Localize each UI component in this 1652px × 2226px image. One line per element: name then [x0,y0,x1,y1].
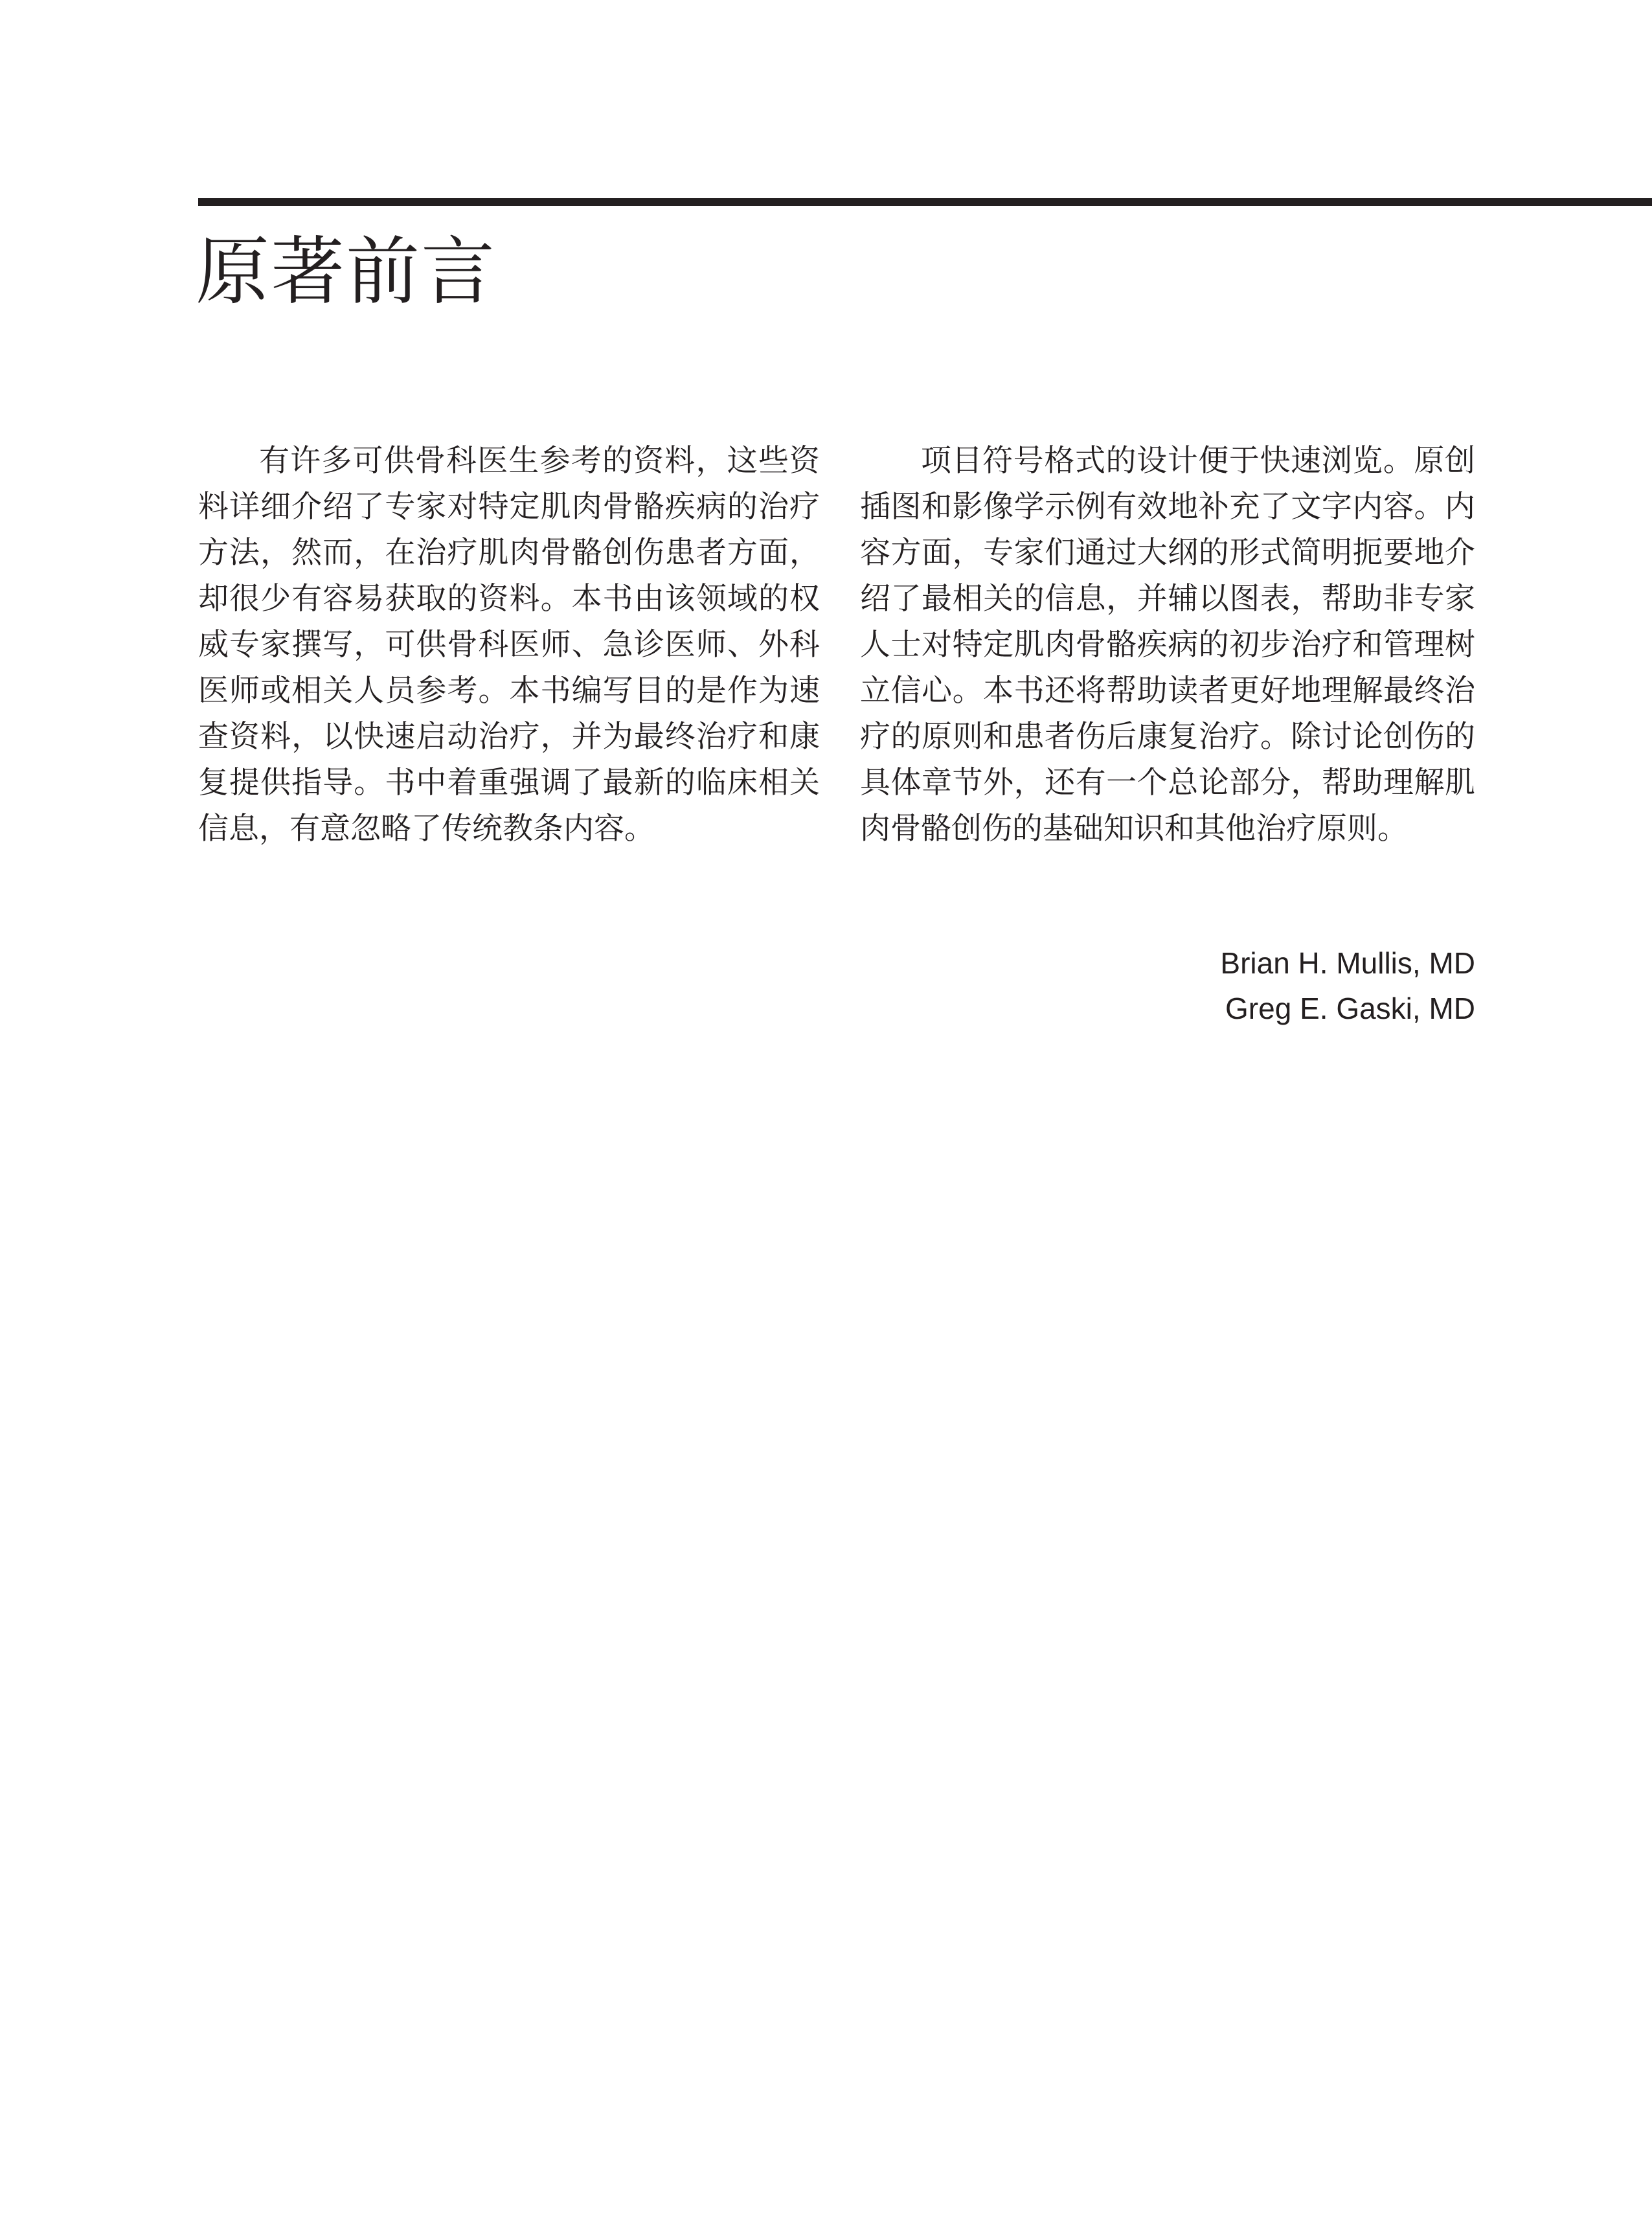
top-rule [198,198,1652,206]
right-paragraph: 项目符号格式的设计便于快速浏览。原创插图和影像学示例有效地补充了文字内容。内容方面，专家们通过大纲的形式简明扼要地介绍了最相关的信息，并辅以图表，帮助非专家人士对特定肌肉骨骼疾病的初步治疗和管理树立信心。本书还将帮助读者更好地理解最终治疗的原则和患者伤后康复治疗。除讨论创伤的具体章节外，还有一个总论部分，帮助理解肌肉骨骼创伤的基础知识和其他治疗原则。 [860,443,1475,846]
left-paragraph: 有许多可供骨科医生参考的资料，这些资料详细介绍了专家对特定肌肉骨骼疾病的治疗方法，然而，在治疗肌肉骨骼创伤患者方面，却很少有容易获取的资料。本书由该领域的权威专家撰写，可供骨科医师、急诊医师、外科医师或相关人员参考。本书编写目的是作为速查资料，以快速启动治疗，并为最终治疗和康复提供指导。书中着重强调了最新的临床相关信息，有意忽略了传统教条内容。 [198,443,820,846]
right-column [860,438,1475,852]
left-column [198,438,820,852]
author-name-2: Greg E. Gaski, MD [1225,992,1475,1025]
author-signatures [971,940,1475,1031]
page-title: 原著前言 [196,229,497,315]
author-name-1: Brian H. Mullis, MD [1220,946,1475,980]
